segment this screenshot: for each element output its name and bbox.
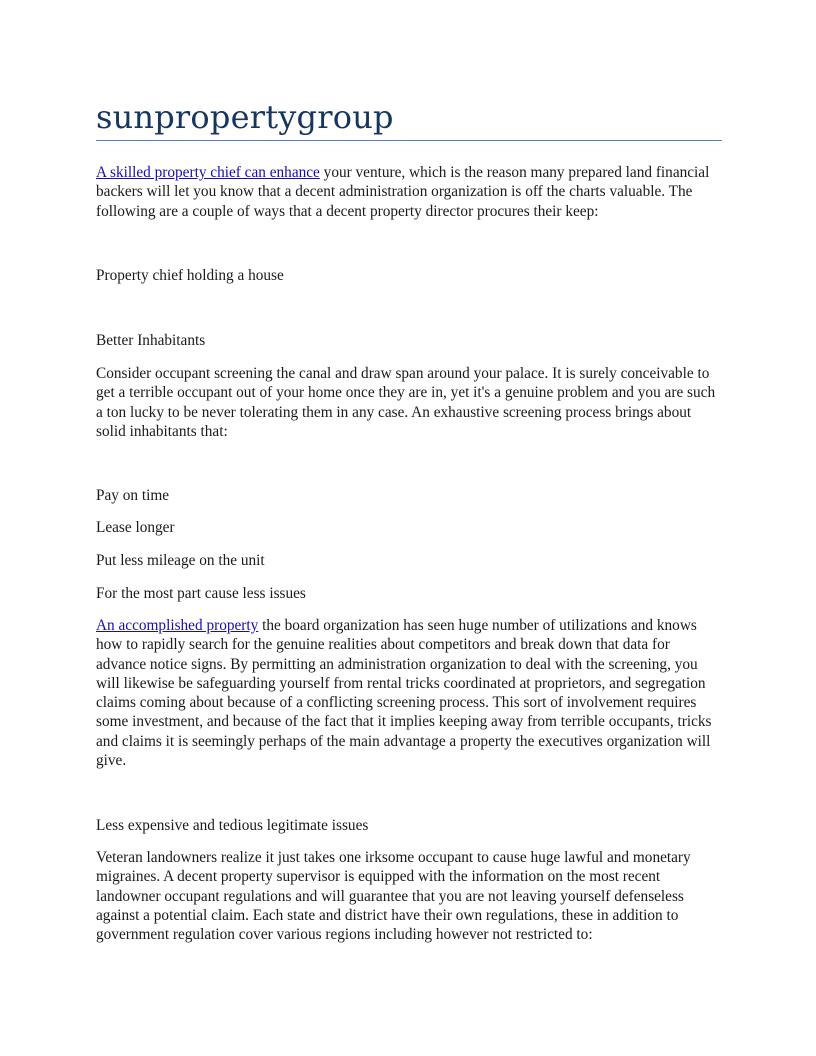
document-title: sunpropertygroup — [96, 98, 722, 141]
intro-paragraph — [96, 163, 722, 221]
intro-text: your venture, which is the reason many prepared land financial backers will let you know that a decent administration organization is off the charts valuable. The following are a couple of ways that a decent property director procures their keep: — [96, 164, 710, 220]
benefit-item: For the most part cause less issues — [96, 585, 306, 602]
heading-legal-issues: Less expensive and tedious legitimate issues — [96, 817, 369, 834]
benefit-item: Put less mileage on the unit — [96, 552, 265, 569]
tenants-paragraph: Consider occupant screening the canal and draw span around your palace. It is surely conceivable to get a terrible occupant out of your home once they are in, yet it's a genuine problem and you are such a ton lucky to be never tolerating them in any case. An exhaustive screening process brings about solid inhabitants that: — [96, 365, 716, 440]
heading-better-inhabitants: Better Inhabitants — [96, 332, 206, 349]
intro-link[interactable]: A skilled property chief can enhance — [96, 164, 320, 181]
benefit-item: Pay on time — [96, 487, 170, 504]
accomplished-link[interactable]: An accomplished property — [96, 617, 259, 634]
accomplished-text: the board organization has seen huge number of utilizations and knows how to rapidly search for the genuine realities about competitors and break down that data for advance notice signs. By permitting an administration organization to deal with the screening, you will likewise be safeguarding yourself from rental tricks coordinated at proprietors, and segregation claims coming about because of a conflicting screening process. This sort of involvement requires some investment, and because of the fact that it implies keeping away from terrible occupants, tricks and claims it is seemingly perhaps of the main advantage a property the executives organization will give. — [96, 617, 712, 770]
accomplished-paragraph — [96, 616, 722, 770]
image-caption: Property chief holding a house — [96, 267, 284, 284]
benefit-item: Lease longer — [96, 519, 175, 536]
legal-paragraph: Veteran landowners realize it just takes one irksome occupant to cause huge lawful and monetary migraines. A decent property supervisor is equipped with the information on the most recent landowner occupant regulations and will guarantee that you are not leaving yourself defenseless against a potential claim. Each state and district have their own regulations, these in addition to government regulation cover various regions including however not restricted to: — [96, 849, 691, 944]
